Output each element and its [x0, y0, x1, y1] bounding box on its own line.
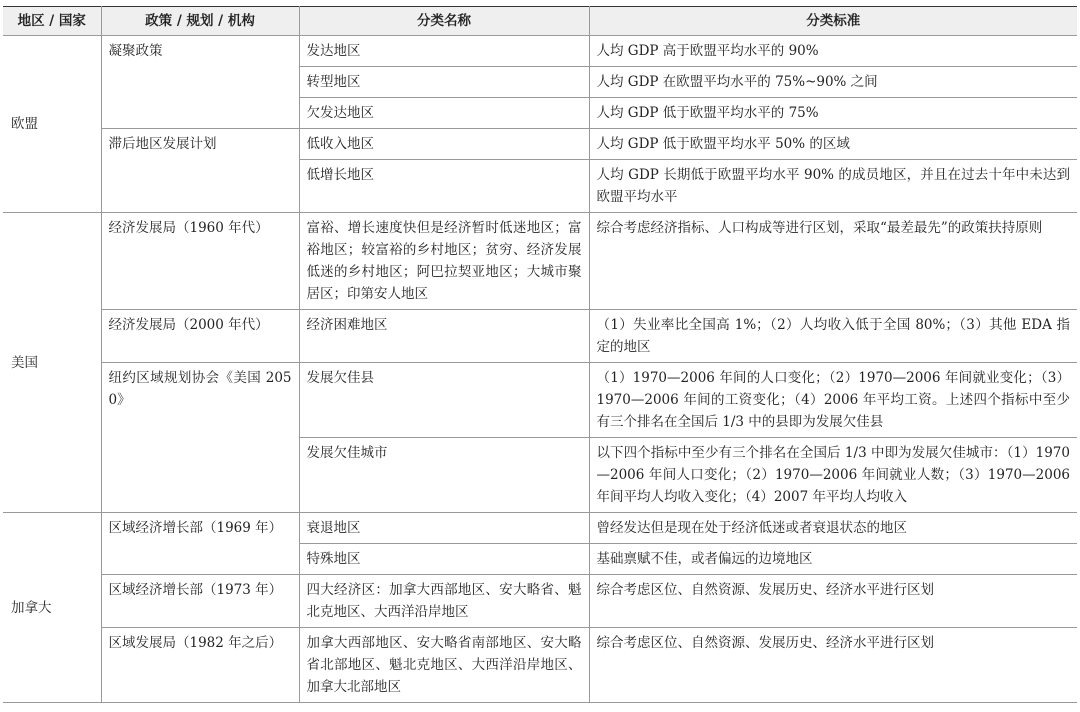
- header-category-name: 分类名称: [299, 7, 589, 36]
- policy-cell: 经济发展局（2000 年代）: [101, 310, 299, 363]
- category-cell: 富裕、增长速度快但是经济暂时低迷地区；富裕地区；较富裕的乡村地区；贫穷、经济发展低迷的乡村地区；阿巴拉契亚地区；大城市聚居区；印第安人地区: [299, 213, 589, 310]
- header-row: [3, 7, 1077, 36]
- criteria-cell: 综合考虑区位、自然资源、发展历史、经济水平进行区划: [589, 575, 1077, 628]
- policy-cell: 经济发展局（1960 年代）: [101, 213, 299, 310]
- table-row: [3, 129, 1077, 160]
- category-cell: 发展欠佳县: [299, 363, 589, 438]
- table-row: [3, 36, 1077, 67]
- table-row: [3, 363, 1077, 438]
- category-cell: 四大经济区：加拿大西部地区、安大略省、魁北克地区、大西洋沿岸地区: [299, 575, 589, 628]
- criteria-cell: 人均 GDP 低于欧盟平均水平 50% 的区域: [589, 129, 1077, 160]
- policy-cell: 凝聚政策: [101, 36, 299, 129]
- policy-cell: 区域发展局（1982 年之后）: [101, 628, 299, 703]
- criteria-cell: 基础禀赋不佳，或者偏远的边境地区: [589, 544, 1077, 575]
- region-ca: 加拿大: [3, 513, 101, 703]
- criteria-cell: 人均 GDP 高于欧盟平均水平的 90%: [589, 36, 1077, 67]
- category-cell: 低收入地区: [299, 129, 589, 160]
- category-cell: 发达地区: [299, 36, 589, 67]
- criteria-cell: （1）失业率比全国高 1%；（2）人均收入低于全国 80%；（3）其他 EDA 指定的地区: [589, 310, 1077, 363]
- table-row: [3, 575, 1077, 628]
- category-cell: 衰退地区: [299, 513, 589, 544]
- table-row: [3, 310, 1077, 363]
- category-cell: 加拿大西部地区、安大略省南部地区、安大略省北部地区、魁北克地区、大西洋沿岸地区、加拿大北部地区: [299, 628, 589, 703]
- criteria-cell: （1）1970—2006 年间的人口变化；（2）1970—2006 年间就业变化；（3）1970—2006 年间的工资变化；（4）2006 年平均工资。上述四个指标中至少有三个排名在全国后 1/3 中的县即为发展欠佳县: [589, 363, 1077, 438]
- policy-cell: 区域经济增长部（1969 年）: [101, 513, 299, 575]
- table-row: [3, 628, 1077, 703]
- policy-cell: 纽约区域规划协会《美国 2050》: [101, 363, 299, 513]
- criteria-cell: 人均 GDP 低于欧盟平均水平的 75%: [589, 98, 1077, 129]
- criteria-cell: 综合考虑区位、自然资源、发展历史、经济水平进行区划: [589, 628, 1077, 703]
- header-policy: 政策 / 规划 / 机构: [101, 7, 299, 36]
- category-cell: 低增长地区: [299, 160, 589, 213]
- classification-table: [3, 6, 1077, 703]
- criteria-cell: 曾经发达但是现在处于经济低迷或者衰退状态的地区: [589, 513, 1077, 544]
- header-criteria: 分类标准: [589, 7, 1077, 36]
- category-cell: 发展欠佳城市: [299, 438, 589, 513]
- category-cell: 特殊地区: [299, 544, 589, 575]
- criteria-cell: 人均 GDP 长期低于欧盟平均水平 90% 的成员地区，并且在过去十年中未达到欧盟平均水平: [589, 160, 1077, 213]
- policy-cell: 区域经济增长部（1973 年）: [101, 575, 299, 628]
- category-cell: 经济困难地区: [299, 310, 589, 363]
- category-cell: 转型地区: [299, 67, 589, 98]
- header-region: 地区 / 国家: [3, 7, 101, 36]
- criteria-cell: 以下四个指标中至少有三个排名在全国后 1/3 中即为发展欠佳城市：（1）1970—2006 年间人口变化；（2）1970—2006 年间就业人数；（3）1970—2006 年间平均人均收入变化；（4）2007 年平均人均收入: [589, 438, 1077, 513]
- region-us: 美国: [3, 213, 101, 513]
- table-row: [3, 513, 1077, 544]
- region-eu: 欧盟: [3, 36, 101, 213]
- criteria-cell: 综合考虑经济指标、人口构成等进行区划，采取“最差最先”的政策扶持原则: [589, 213, 1077, 310]
- category-cell: 欠发达地区: [299, 98, 589, 129]
- policy-cell: 滞后地区发展计划: [101, 129, 299, 213]
- criteria-cell: 人均 GDP 在欧盟平均水平的 75%~90% 之间: [589, 67, 1077, 98]
- table-row: [3, 213, 1077, 310]
